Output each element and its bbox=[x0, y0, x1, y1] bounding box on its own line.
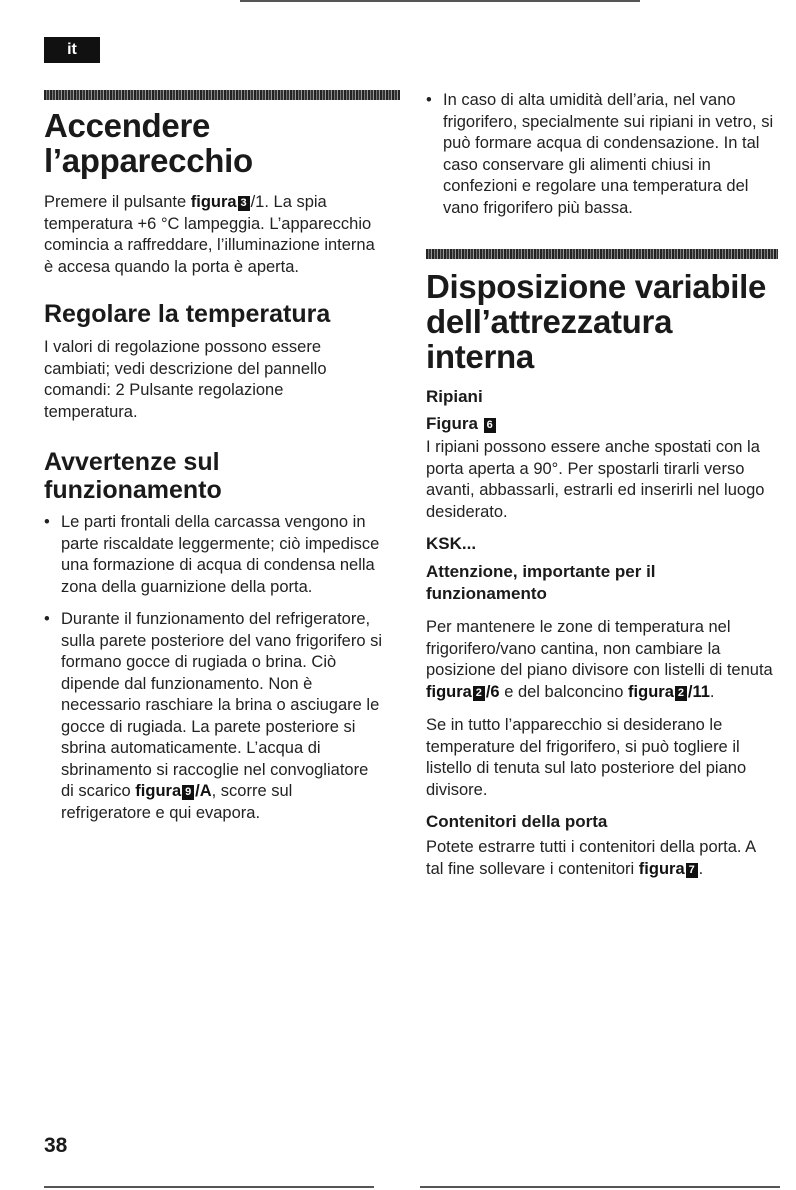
figure-ref-badge: 2 bbox=[675, 686, 687, 701]
figure-ref-badge: 7 bbox=[686, 863, 698, 878]
list-item: • Le parti frontali della carcassa vengono in parte riscaldate leggermente; ciò impedisce una formazione di acqua di condensa nella zona della guarnizione della porta. bbox=[44, 512, 384, 598]
paragraph-contenitori: Potete estrarre tutti i contenitori della porta. A tal fine sollevare i contenitori figura 7 . bbox=[426, 838, 756, 878]
paragraph-ripiani: I ripiani possono essere anche spostati con la porta aperta a 90°. Per spostarli tirarli verso avanti, abbassarli, estrarli ed inserirli nel luogo desiderato. bbox=[426, 438, 765, 521]
right-column bbox=[426, 90, 782, 880]
list-item: • In caso di alta umidità dell’aria, nel vano frigorifero, specialmente sui ripiani in vetro, si può formare acqua di condensazione. In tal caso conservare gli alimenti chiusi in confezioni e regolare una temperatura del vano frigorifero più bassa. bbox=[426, 90, 778, 219]
subheading-ripiani: Ripiani bbox=[426, 387, 483, 406]
heading-avvertenze: Avvertenze sul funzionamento bbox=[44, 448, 222, 504]
list-item: • Durante il funzionamento del refrigeratore, sulla parete posteriore del vano frigorifero si formano gocce di rugiada o brina. Ciò dipende dal funzionamento. Non è necessario raschiare la brina o asciugare le gocce di rugiada. La parete posteriore si sbrina automaticamente. L’acqua di sbrinamento si raccoglie nel convogliatore di scarico figura 9 /A, scorre sul refrigeratore e qui evapora. bbox=[44, 609, 384, 824]
subheading-contenitori: Contenitori della porta bbox=[426, 812, 608, 831]
page-number: 38 bbox=[44, 1134, 68, 1157]
subheading-attenzione: Attenzione, importante per il funzionamento bbox=[426, 562, 656, 603]
bottom-rule bbox=[420, 1186, 780, 1188]
figure-ref-badge: 2 bbox=[473, 686, 485, 701]
language-tab: it bbox=[44, 37, 100, 63]
section-divider bbox=[44, 90, 400, 100]
heading-regolare-temperatura: Regolare la temperatura bbox=[44, 300, 331, 328]
figure-ref-badge: 3 bbox=[238, 196, 250, 211]
section-divider bbox=[426, 249, 778, 259]
heading-accendere: Accendere l’apparecchio bbox=[44, 107, 253, 179]
warnings-list bbox=[44, 512, 384, 824]
paragraph-se-in-tutto: Se in tutto l’apparecchio si desiderano le temperature del frigorifero, si può togliere il listello di tenuta sul lato posteriore del piano divisore. bbox=[426, 716, 747, 799]
figure-label-6: Figura 6 bbox=[426, 413, 782, 435]
top-rule bbox=[240, 0, 640, 2]
subheading-ksk: KSK... bbox=[426, 534, 477, 553]
figure-ref-badge: 9 bbox=[182, 785, 194, 800]
figure-ref-badge: 6 bbox=[484, 418, 496, 433]
left-column bbox=[44, 90, 404, 824]
paragraph-regolare: I valori di regolazione possono essere cambiati; vedi descrizione del pannello comandi: 2 Pulsante regolazione temperatura. bbox=[44, 338, 327, 421]
humidity-list bbox=[426, 90, 778, 219]
paragraph-mantenere: Per mantenere le zone di temperatura nel frigorifero/vano cantina, non cambiare la posizione del piano divisore con listelli di tenuta figura 2 /6 e del balconcino figura 2 /11. bbox=[426, 618, 773, 701]
paragraph-accendere: Premere il pulsante figura 3 /1. La spia temperatura +6 °C lampeggia. L’apparecchio comincia a raffreddare, l’illuminazione interna è accesa quando la porta è aperta. bbox=[44, 193, 375, 276]
heading-disposizione: Disposizione variabile dell’attrezzatura interna bbox=[426, 268, 767, 375]
bottom-rule bbox=[44, 1186, 374, 1188]
